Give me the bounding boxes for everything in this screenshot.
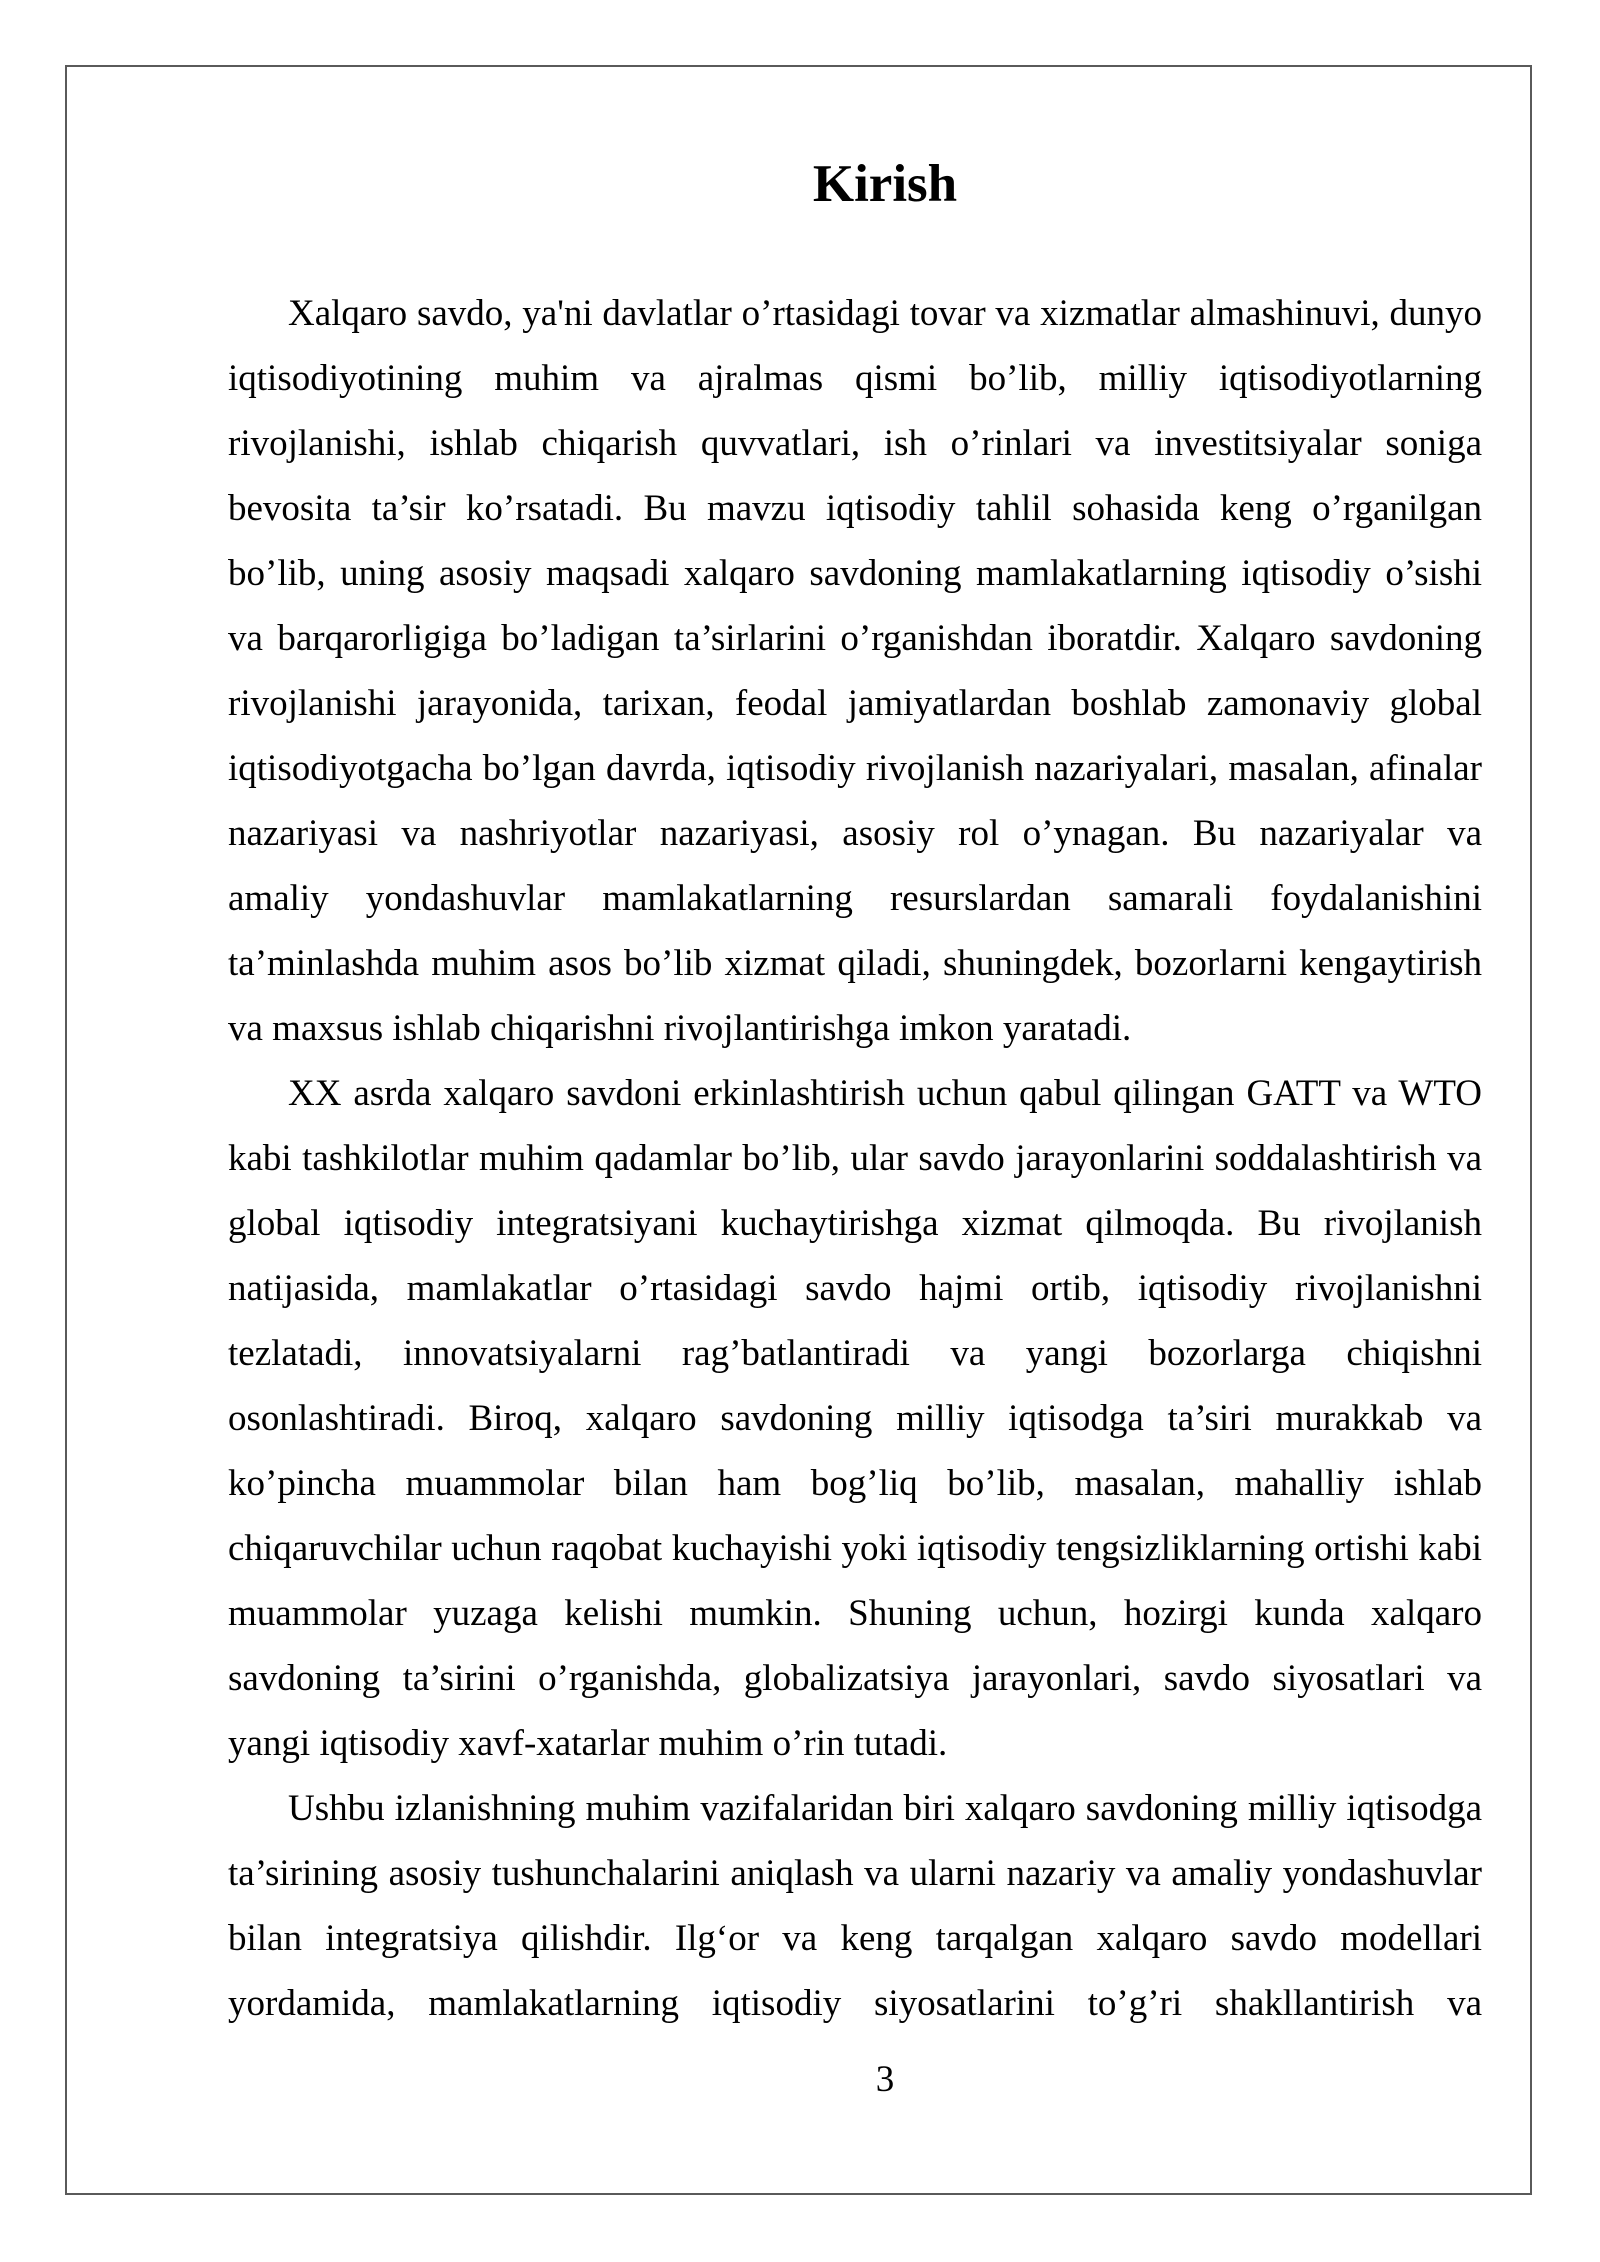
text-line: iqtisodiyotgacha bo’lgan davrda, iqtisodiy rivojlanish nazariyalari, masalan, afinalar bbox=[228, 748, 1482, 789]
text-line: rivojlanishi jarayonida, tarixan, feodal jamiyatlardan boshlab zamonaviy global bbox=[228, 683, 1482, 724]
text-line: amaliy yondashuvlar mamlakatlarning resurslardan samarali foydalanishini bbox=[228, 878, 1482, 919]
text-line: va maxsus ishlab chiqarishni rivojlantirishga imkon yaratadi. bbox=[228, 1008, 1132, 1049]
text-line: bilan integratsiya qilishdir. Ilg‘or va keng tarqalgan xalqaro savdo modellari bbox=[228, 1918, 1482, 1959]
text-line: XX asrda xalqaro savdoni erkinlashtirish uchun qabul qilingan GATT va WTO bbox=[288, 1073, 1482, 1114]
text-line: va barqarorligiga bo’ladigan ta’sirlarini o’rganishdan iboratdir. Xalqaro savdoning bbox=[228, 618, 1482, 659]
text-line: natijasida, mamlakatlar o’rtasidagi savdo hajmi ortib, iqtisodiy rivojlanishni bbox=[228, 1268, 1482, 1309]
text-line: global iqtisodiy integratsiyani kuchaytirishga xizmat qilmoqda. Bu rivojlanish bbox=[228, 1203, 1482, 1244]
text-line: tezlatadi, innovatsiyalarni rag’batlantiradi va yangi bozorlarga chiqishni bbox=[228, 1333, 1482, 1374]
text-line: Ushbu izlanishning muhim vazifalaridan biri xalqaro savdoning milliy iqtisodga bbox=[288, 1788, 1482, 1829]
text-line: nazariyasi va nashriyotlar nazariyasi, asosiy rol o’ynagan. Bu nazariyalar va bbox=[228, 813, 1482, 854]
document-body bbox=[228, 281, 1482, 2036]
text-line: muammolar yuzaga kelishi mumkin. Shuning uchun, hozirgi kunda xalqaro bbox=[228, 1593, 1482, 1634]
text-line: osonlashtiradi. Biroq, xalqaro savdoning milliy iqtisodga ta’siri murakkab va bbox=[228, 1398, 1482, 1439]
text-line: yangi iqtisodiy xavf-xatarlar muhim o’rin tutadi. bbox=[228, 1723, 948, 1764]
body-paragraph-2 bbox=[228, 1061, 1482, 1776]
page-title: Kirish bbox=[812, 155, 958, 213]
text-line: yordamida, mamlakatlarning iqtisodiy siyosatlarini to’g’ri shakllantirish va bbox=[228, 1983, 1482, 2024]
text-line: rivojlanishi, ishlab chiqarish quvvatlari, ish o’rinlari va investitsiyalar soniga bbox=[228, 423, 1482, 464]
text-line: Xalqaro savdo, ya'ni davlatlar o’rtasidagi tovar va xizmatlar almashinuvi, dunyo bbox=[288, 293, 1482, 334]
text-line: savdoning ta’sirini o’rganishda, globalizatsiya jarayonlari, savdo siyosatlari va bbox=[228, 1658, 1482, 1699]
text-line: ko’pincha muammolar bilan ham bog’liq bo’lib, masalan, mahalliy ishlab bbox=[228, 1463, 1482, 1504]
body-paragraph-3 bbox=[228, 1776, 1482, 2036]
text-line: ta’sirining asosiy tushunchalarini aniqlash va ularni nazariy va amaliy yondashuvlar bbox=[228, 1853, 1482, 1894]
body-paragraph-1 bbox=[228, 281, 1482, 1061]
text-line: ta’minlashda muhim asos bo’lib xizmat qiladi, shuningdek, bozorlarni kengaytirish bbox=[228, 943, 1482, 984]
text-line: iqtisodiyotining muhim va ajralmas qismi bo’lib, milliy iqtisodiyotlarning bbox=[228, 358, 1482, 399]
text-line: bo’lib, uning asosiy maqsadi xalqaro savdoning mamlakatlarning iqtisodiy o’sishi bbox=[228, 553, 1482, 594]
page-number: 3 bbox=[875, 2059, 895, 2100]
text-line: chiqaruvchilar uchun raqobat kuchayishi yoki iqtisodiy tengsizliklarning ortishi kabi bbox=[228, 1528, 1482, 1569]
text-line: kabi tashkilotlar muhim qadamlar bo’lib, ular savdo jarayonlarini soddalashtirish va bbox=[228, 1138, 1482, 1179]
text-line: bevosita ta’sir ko’rsatadi. Bu mavzu iqtisodiy tahlil sohasida keng o’rganilgan bbox=[228, 488, 1482, 529]
